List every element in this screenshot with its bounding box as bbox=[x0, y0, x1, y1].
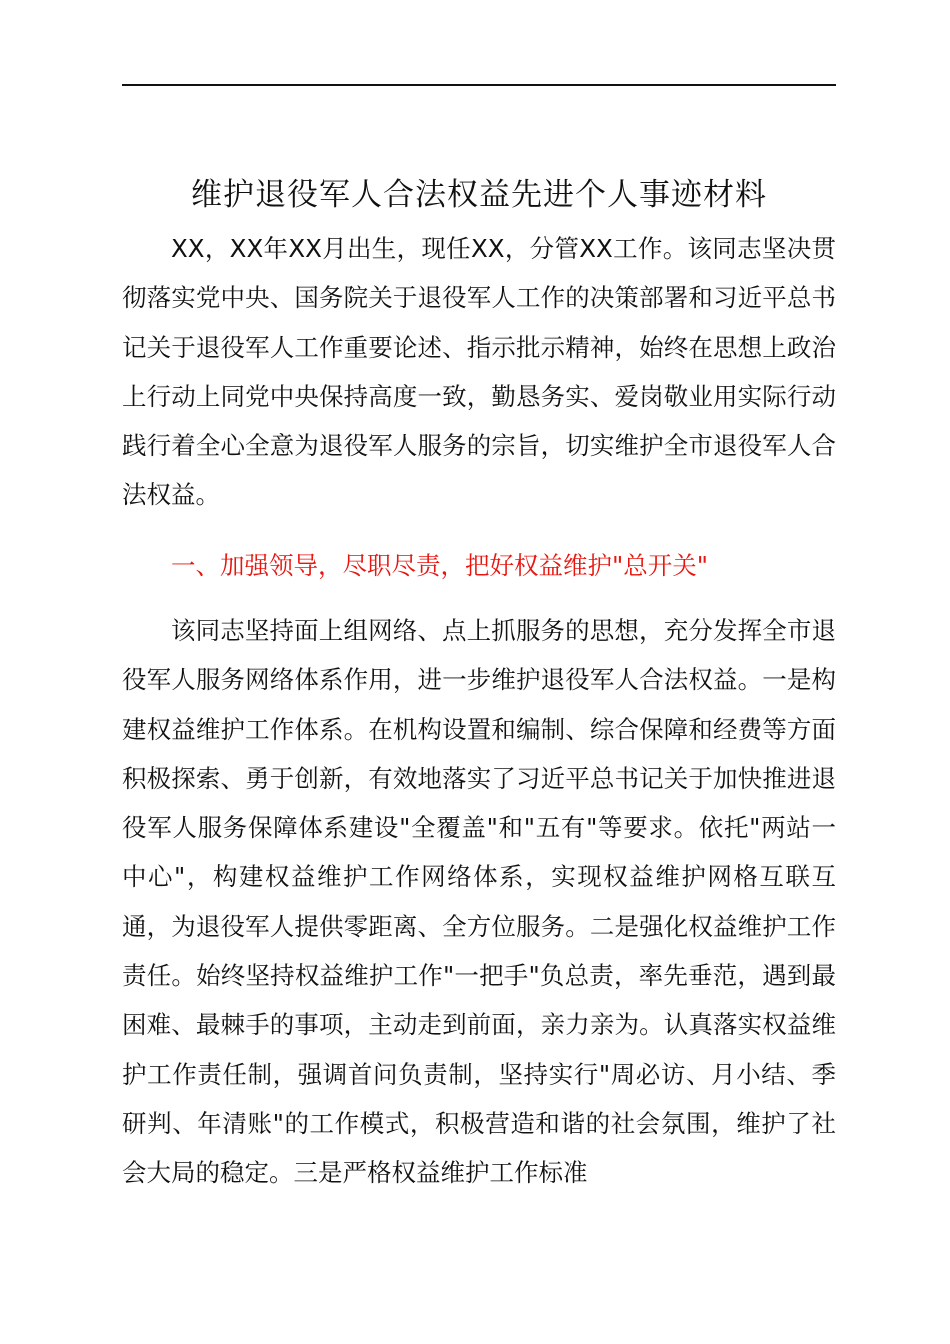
section-1-body-paragraph: 该同志坚持面上组网络、点上抓服务的思想，充分发挥全市退役军人服务网络体系作用，进一步维护退役军人合法权益。一是构建权益维护工作体系。在机构设置和编制、综合保障和经费等方面积极探索、勇于创新，有效地落实了习近平总书记关于加快推进退役军人服务保障体系建设"全覆盖"和"五有"等要求。依托"两站一中心"，构建权益维护工作网络体系，实现权益维护网格互联互通，为退役军人提供零距离、全方位服务。二是强化权益维护工作责任。始终坚持权益维护工作"一把手"负总责，率先垂范，遇到最困难、最棘手的事项，主动走到前面，亲力亲为。认真落实权益维护工作责任制，强调首问负责制，坚持实行"周必访、月小结、季研判、年清账"的工作模式，积极营造和谐的社会氛围，维护了社会大局的稳定。三是严格权益维护工作标准 bbox=[122, 616, 836, 1188]
document-title: 维护退役军人合法权益先进个人事迹材料 bbox=[191, 176, 767, 213]
section-heading-1: 一、加强领导，尽职尽责，把好权益维护"总开关" bbox=[171, 551, 709, 580]
header-rule bbox=[122, 84, 836, 86]
intro-paragraph: XX，XX年XX月出生，现任XX，分管XX工作。该同志坚决贯彻落实党中央、国务院关于退役军人工作的决策部署和习近平总书记关于退役军人工作重要论述、指示批示精神，始终在思想上政治上行动上同党中央保持高度一致，勤恳务实、爱岗敬业用实际行动践行着全心全意为退役军人服务的宗旨，切实维护全市退役军人合法权益。 bbox=[122, 234, 836, 510]
